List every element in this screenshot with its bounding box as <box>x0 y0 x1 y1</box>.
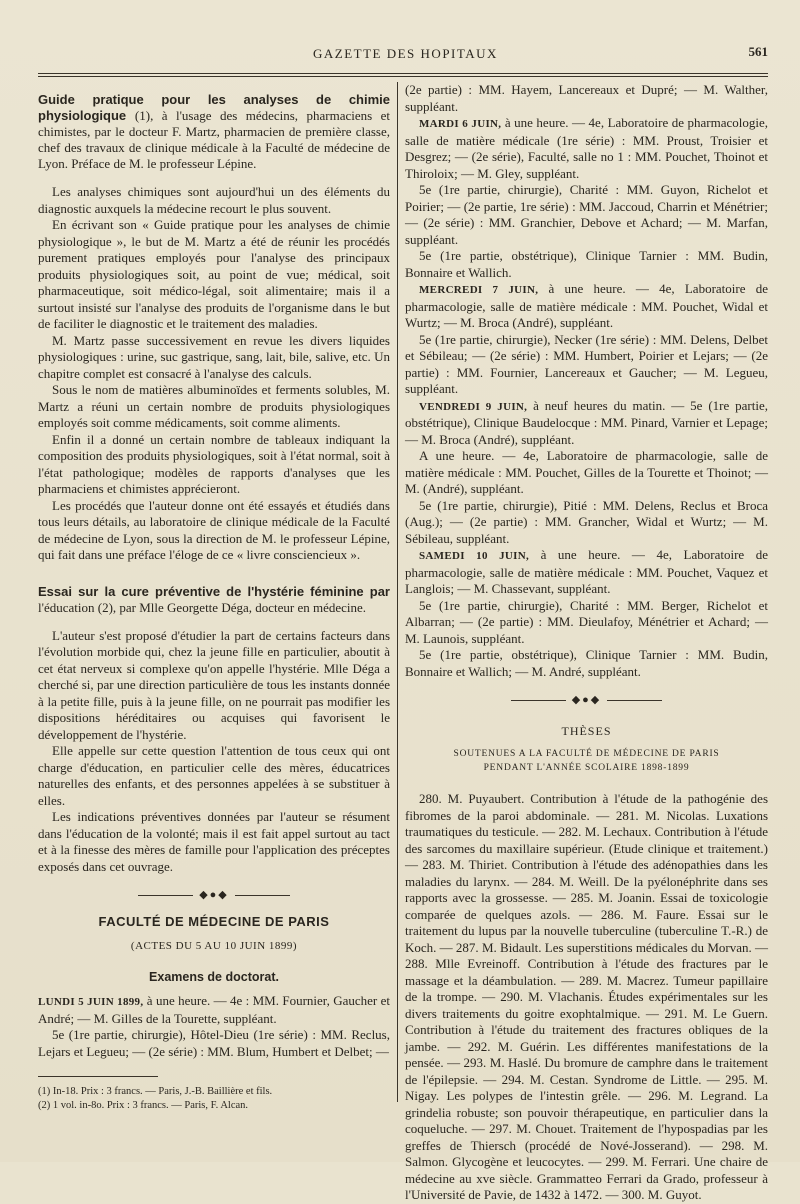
exam-text: 5e (1re partie, chirurgie), Charité : MM. Berger, Richelot et Albarran; — (2e partie) : MM. Dieulafoy, Ménétrier et Achard; — M. Launois, suppléant. <box>405 597 768 646</box>
exam-entry <box>405 281 768 332</box>
exam-entry <box>405 182 768 248</box>
left-column <box>38 82 390 1102</box>
exam-text: (2e partie) : MM. Hayem, Lancereaux et Dupré; — M. Walther, suppléant. <box>405 82 768 114</box>
paragraph: M. Martz passe successivement en revue les divers liquides physiologiques : urine, suc gastrique, sang, lait, bile, salive, etc. Un chapitre complet est consacré à l'analyse des calculs. <box>38 332 390 381</box>
footnote: (1) In-18. Prix : 3 francs. — Paris, J.-B. Baillière et fils. <box>38 1086 273 1097</box>
exam-entry <box>38 993 390 1027</box>
theses-subheading-year: PENDANT L'ANNÉE SCOLAIRE 1898-1899 <box>483 763 690 773</box>
exam-text: 5e (1re partie, obstétrique), Clinique Tarnier : MM. Budin, Bonnaire et Wallich. <box>405 248 768 280</box>
exam-entry <box>405 598 768 648</box>
exam-entry <box>405 448 768 498</box>
exam-list <box>38 993 390 1060</box>
exam-entry <box>405 498 768 548</box>
footnote-rule <box>38 1076 158 1077</box>
paragraph: Les analyses chimiques sont aujourd'hui un des éléments du diagnostic auxquels la médecine recourt le plus souvent. <box>38 184 390 216</box>
exam-text: A une heure. — 4e, Laboratoire de pharmacologie, salle de matière médicale : MM. Pouchet, Gilles de la Tourette et Thoinot; — M. (André), suppléant. <box>405 448 768 496</box>
exam-text: 5e (1re partie, chirurgie), Pitié : MM. Delens, Reclus et Broca (Aug.); — (2e partie) : MM. Grancher, Widal et Wurtz; — M. Sébileau, suppléant. <box>405 497 768 546</box>
exam-entry <box>405 332 768 398</box>
exam-day: MARDI 6 JUIN, <box>419 118 502 130</box>
paragraph: Les indications préventives données par l'auteur se résument dans l'éducation de la volonté; mais il est fait appel surtout au tact et à la finesse des mères de famille pour l'application des préceptes exposés dans cet ouvrage. <box>38 809 390 874</box>
faculty-heading: FACULTÉ DE MÉDECINE DE PARIS <box>98 913 330 929</box>
review-title <box>38 584 390 616</box>
exams-heading: Examens de doctorat. <box>149 969 279 984</box>
theses-heading: THÈSES <box>561 723 612 738</box>
exam-day: LUNDI 5 JUIN 1899, <box>38 996 144 1008</box>
exam-entry <box>405 82 768 115</box>
page-header <box>38 44 768 66</box>
faculty-dates: (ACTES DU 5 AU 10 JUIN 1899) <box>130 940 298 952</box>
header-rule-double <box>38 76 768 77</box>
exam-entry <box>405 647 768 680</box>
exam-text: 5e (1re partie, obstétrique), Clinique Tarnier : MM. Budin, Bonnaire et Wallich; — M. André, suppléant. <box>405 647 768 679</box>
exam-day: SAMEDI 10 JUIN, <box>419 550 530 562</box>
paragraph: Sous le nom de matières albuminoïdes et ferments solubles, M. Martz a réuni un certain nombre de produits physiologiques employés soit comme médicaments, soit comme aliments. <box>38 382 390 430</box>
exam-entry <box>38 1027 390 1060</box>
exam-text: 5e (1re partie, chirurgie), Hôtel-Dieu (1re série) : MM. Reclus, Lejars et Legueu; — (2e série) : MM. Blum, Humbert et Delbet; — <box>38 1027 390 1059</box>
paragraph: Elle appelle sur cette question l'attention de tous ceux qui ont charge d'éducation, en particulier celle des mères, éducatrices naturelles des enfants, et des personnes appelées à se substituer à elles. <box>38 743 390 808</box>
paragraph: L'auteur s'est proposé d'étudier la part de certains facteurs dans l'évolution morbide qui, chez la jeune fille en particulier, aboutit à cet état nerveux si complexe qu'on appelle l'hystérie. Mlle Déga a cherché si, par une direction particulière de tous les instants donnée à la petite fille, puis à la jeune fille, on ne pourrait pas modifier les dispositions héréditaires ou acquises qui favorisent le développement de l'hystérie. <box>38 627 390 742</box>
exam-text: à une heure. — 4e, Laboratoire de pharmacologie, salle de matière médicale (1re série) : MM. Proust, Troisier et Desgrez; — (2e série), Faculté, salle no 1 : MM. Pouchet, Thoinot et Thiroloix; — M. Gley, suppléant. <box>405 115 769 181</box>
review-title-bold: Guide pratique pour les analyses de chimie physiologique <box>38 92 390 123</box>
exam-text: 5e (1re partie, chirurgie), Necker (1re série) : MM. Delens, Delbet et Sébileau; — (2e série) : MM. Humbert, Poirier et Lejars; — (2e partie) : MM. Fournier, Lancereaux et Gaucher; — M. Legueu, suppléant. <box>405 331 768 396</box>
exam-text: 5e (1re partie, chirurgie), Charité : MM. Guyon, Richelot et Poirier; — (2e partie, 1re série) : MM. Jaccoud, Charrin et Ménétrier; — (2e série) : MM. Granchier, Debove et Achard; — M. Marfan, suppléant. <box>405 182 768 247</box>
paragraph: En écrivant son « Guide pratique pour les analyses de chimie physiologique », le but de M. Martz a été de réunir les procédés purement pratiques employés pour l'analyse des principaux produits physiologiques soit, au point de vue; médical, soit pharmaceutique, soit médico-légal, soit alimentaire; mais il a surtout insisté sur l'analyse des produits de l'organisme dans le but de faciliter le diagnostic et le traitement des maladies. <box>38 217 390 331</box>
right-column <box>405 82 769 1202</box>
column-divider <box>397 82 398 1102</box>
footnotes <box>38 1076 390 1113</box>
paragraph: Les procédés que l'auteur donne ont été essayés et étudiés dans tous leurs détails, au laboratoire de clinique médicale de la Faculté de médecine de Lyon, sous la direction de M. le professeur Lépine, qui fait dans une préface l'éloge de ce « livre consciencieux ». <box>38 497 390 562</box>
exam-list-continued <box>405 82 768 680</box>
exam-entry <box>405 248 768 281</box>
section-ornament: ◆●◆ <box>38 887 390 904</box>
exam-text: à une heure. — 4e : MM. Fournier, Gaucher et André; — M. Gilles de la Tourette, suppléant. <box>38 993 391 1026</box>
header-rule <box>38 73 768 74</box>
footnote: (2) 1 vol. in-8o. Prix : 3 francs. — Paris, F. Alcan. <box>38 1100 249 1111</box>
review-title-rest: (1), à l'usage des médecins, pharmaciens et chimistes, par le docteur F. Martz, pharmacien de première classe, chef des travaux de clinique médicale à la Faculté de médecine de Lyon. Préface de M. le professeur Lépine. <box>38 108 390 171</box>
paragraph: Enfin il a donné un certain nombre de tableaux indiquant la composition des produits physiologiques, soit à l'état normal, soit à l'état pathologique; modèles de rapports d'analyses que les pharmaciens et chimistes apprécieront. <box>38 431 390 496</box>
exam-day: MERCREDI 7 JUIN, <box>419 284 539 296</box>
review-title-bold: Essai sur la cure préventive de l'hystérie féminine par <box>38 583 390 599</box>
exam-entry <box>405 547 768 598</box>
theses-paragraph: 280. M. Puyaubert. Contribution à l'étude de la pathogénie des fibromes de la paroi abdominale. — 281. M. Nicolas. Luxations traumatiques du testicule. — 282. M. Lechaux. Contribution à l'étude des sarcomes du maxillaire supérieur. (Etude clinique et traitement.) — 283. M. Thiriet. Contribution à l'étude des adénopathies dans les maladies du larynx. — 284. M. Weill. De la pyélonéphrite dans ses rapports avec la grossesse. — 285. M. Joanin. Essai de toxicologie comparée de quelques azols. — 286. M. Faure. Essai sur le traitement du lupus par la nouvelle tuberculine (tuberculine T.-R.) de Koch. — 287. M. Bidault. Les superstitions médicales du Morvan. — 288. Mlle Evreinoff. Contribution à l'étude des fractures par le massage et la déambulation. — 289. M. Macrez. Tumeur papillaire de la trompe. — 290. M. Vlachanis. Études expérimentales sur les divers traitements du goitre exophtalmique. — 291. M. Le Guern. Contribution à l'étude du traitement des fractures obliques de la jambe. — 292. M. Guérin. Les différentes manifestations de la pensée. — 293. M. Haslé. Du bromure de camphre dans le traitement de l'épilepsie. — 294. M. Cestan. Syndrome de Little. — 295. M. Nigay. Les polypes de l'intestin grêle. — 296. M. Legrand. La grindelia robuste; son pouvoir thérapeutique, en particulier dans la coqueluche. — 297. M. Chouet. Traitement de l'hypospadias par les greffes de Thiersch (procédé de Nové-Josserand). — 298. M. Salmon. Glycogène et leucocytes. — 299. M. Ferrari. Une chaire de médecine au xve siècle. Grammatteo Ferrari da Grado, professeur à l'Université de Pavie, de 1432 à 1472. — 300. M. Guyot. <box>405 791 768 1202</box>
theses-list <box>405 791 768 1204</box>
exam-text: à une heure. — 4e, Laboratoire de pharmacologie, salle de matière médicale : MM. Pouchet, Widal et Wurtz; — M. Broca (André), suppléant. <box>405 281 768 330</box>
journal-title: GAZETTE DES HOPITAUX <box>313 46 498 61</box>
review-title-rest: l'éducation (2), par Mlle Georgette Déga, docteur en médecine. <box>38 599 367 615</box>
exam-text: à neuf heures du matin. — 5e (1re partie, obstétrique), Clinique Baudelocque : MM. Pinard, Varnier et Lepage; — M. Broca (André), suppléant. <box>405 397 768 447</box>
exam-entry <box>405 115 768 182</box>
exam-entry <box>405 398 768 449</box>
page-number: 561 <box>748 44 768 59</box>
theses-subheading: SOUTENUES A LA FACULTÉ DE MÉDECINE DE PARIS <box>453 749 720 759</box>
exam-text: à une heure. — 4e, Laboratoire de pharmacologie, salle de matière médicale : MM. Pouchet, Vaquez et Langlois; — M. Chassevant, suppléant. <box>405 547 768 596</box>
exam-day: VENDREDI 9 JUIN, <box>419 400 528 413</box>
review-title <box>38 92 390 172</box>
section-ornament: ◆●◆ <box>405 692 768 709</box>
